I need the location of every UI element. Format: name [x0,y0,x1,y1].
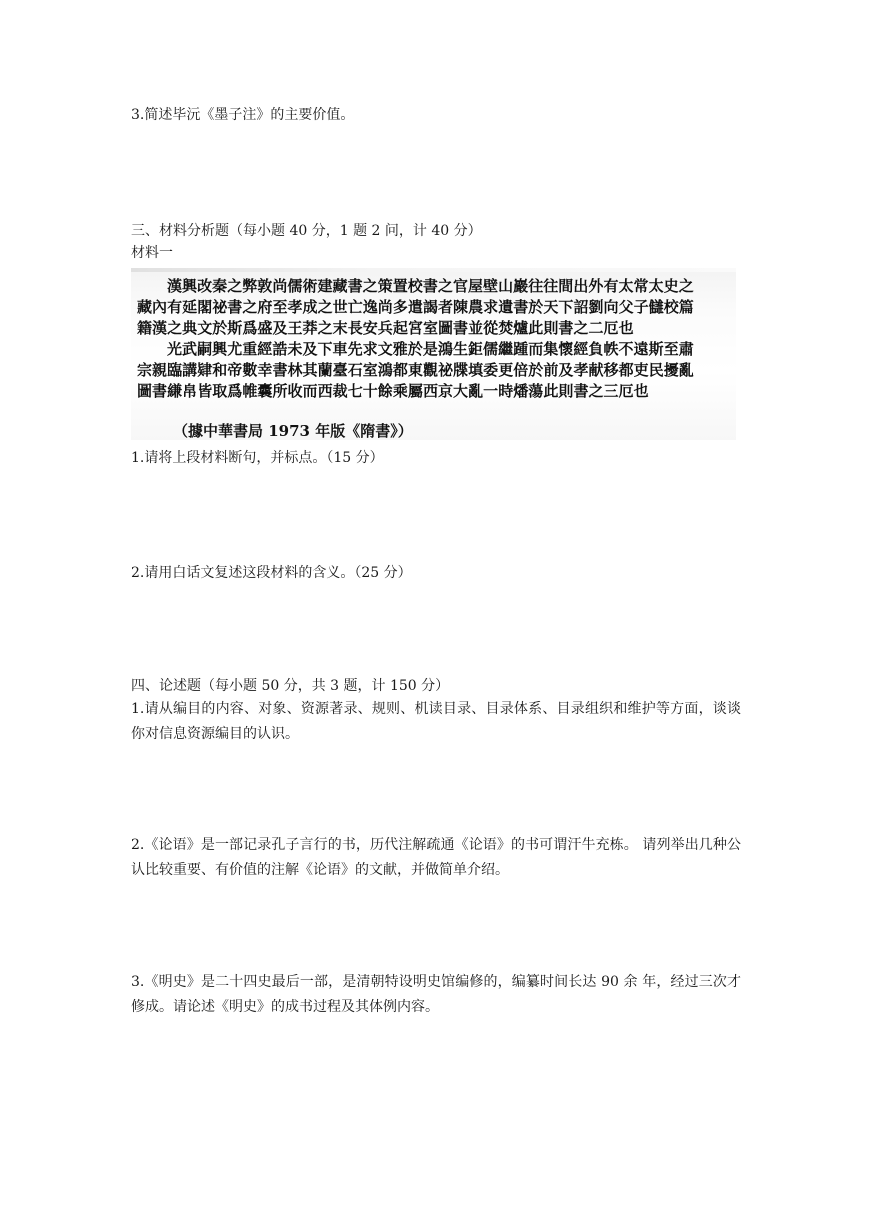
question-4-3: 3.《明史》是二十四史最后一部，是清朝特设明史馆编修的，编纂时间长达 90 余 年，经过三次才修成。请论述《明史》的成书过程及其体例内容。 [131,974,741,1015]
excerpt-line: 光武嗣興尤重經誥未及下車先求文雅於是鴻生鉅儒繼踵而集懷經負帙不遠斯至肅 [167,340,694,358]
question-3-1: 1.请将上段材料断句，并标点。（15 分） [131,450,384,466]
material-label: 材料一 [131,245,173,261]
excerpt-line: 圖書縑帛皆取爲帷囊所收而西裁七十餘乘屬西京大亂一時燔蕩此則書之三厄也 [137,382,649,400]
excerpt-line: 漢興改秦之弊敦尚儒術建藏書之策置校書之官屋壁山巖往往間出外有太常太史之 [167,277,694,295]
excerpt-source: （據中華書局 1973 年版《隋書》） [173,422,413,440]
question-3-moziz: 3.简述毕沅《墨子注》的主要价值。 [131,107,355,123]
section-3-heading: 三、材料分析题（每小题 40 分，1 题 2 问，计 40 分） [131,223,482,239]
scan-edge [131,268,736,272]
excerpt-line: 籍漢之典文於斯爲盛及王莽之末長安兵起宮室圖書並從焚爐此則書之二厄也 [137,319,634,337]
section-4-heading: 四、论述题（每小题 50 分，共 3 题，计 150 分） [131,678,450,694]
excerpt-line: 宗親臨講肄和帝數幸書林其蘭臺石室鴻都東觀祕牒填委更倍於前及孝献移都吏民擾亂 [137,361,694,379]
question-4-2: 2.《论语》是一部记录孔子言行的书，历代注解疏通《论语》的书可谓汗牛充栋。 请列举出几种公认比较重要、有价值的注解《论语》的文献，并做简单介绍。 [131,837,741,878]
excerpt-line: 藏內有延閣祕書之府至孝成之世亡逸尚多遣謁者陳農求遺書於天下詔劉向父子讎校篇 [137,298,694,316]
question-3-2: 2.请用白话文复述这段材料的含义。（25 分） [131,565,412,581]
scanned-excerpt-image [131,268,736,440]
question-4-1: 1.请从编目的内容、对象、资源著录、规则、机读目录、目录体系、目录组织和维护等方面，谈谈你对信息资源编目的认识。 [131,701,741,742]
